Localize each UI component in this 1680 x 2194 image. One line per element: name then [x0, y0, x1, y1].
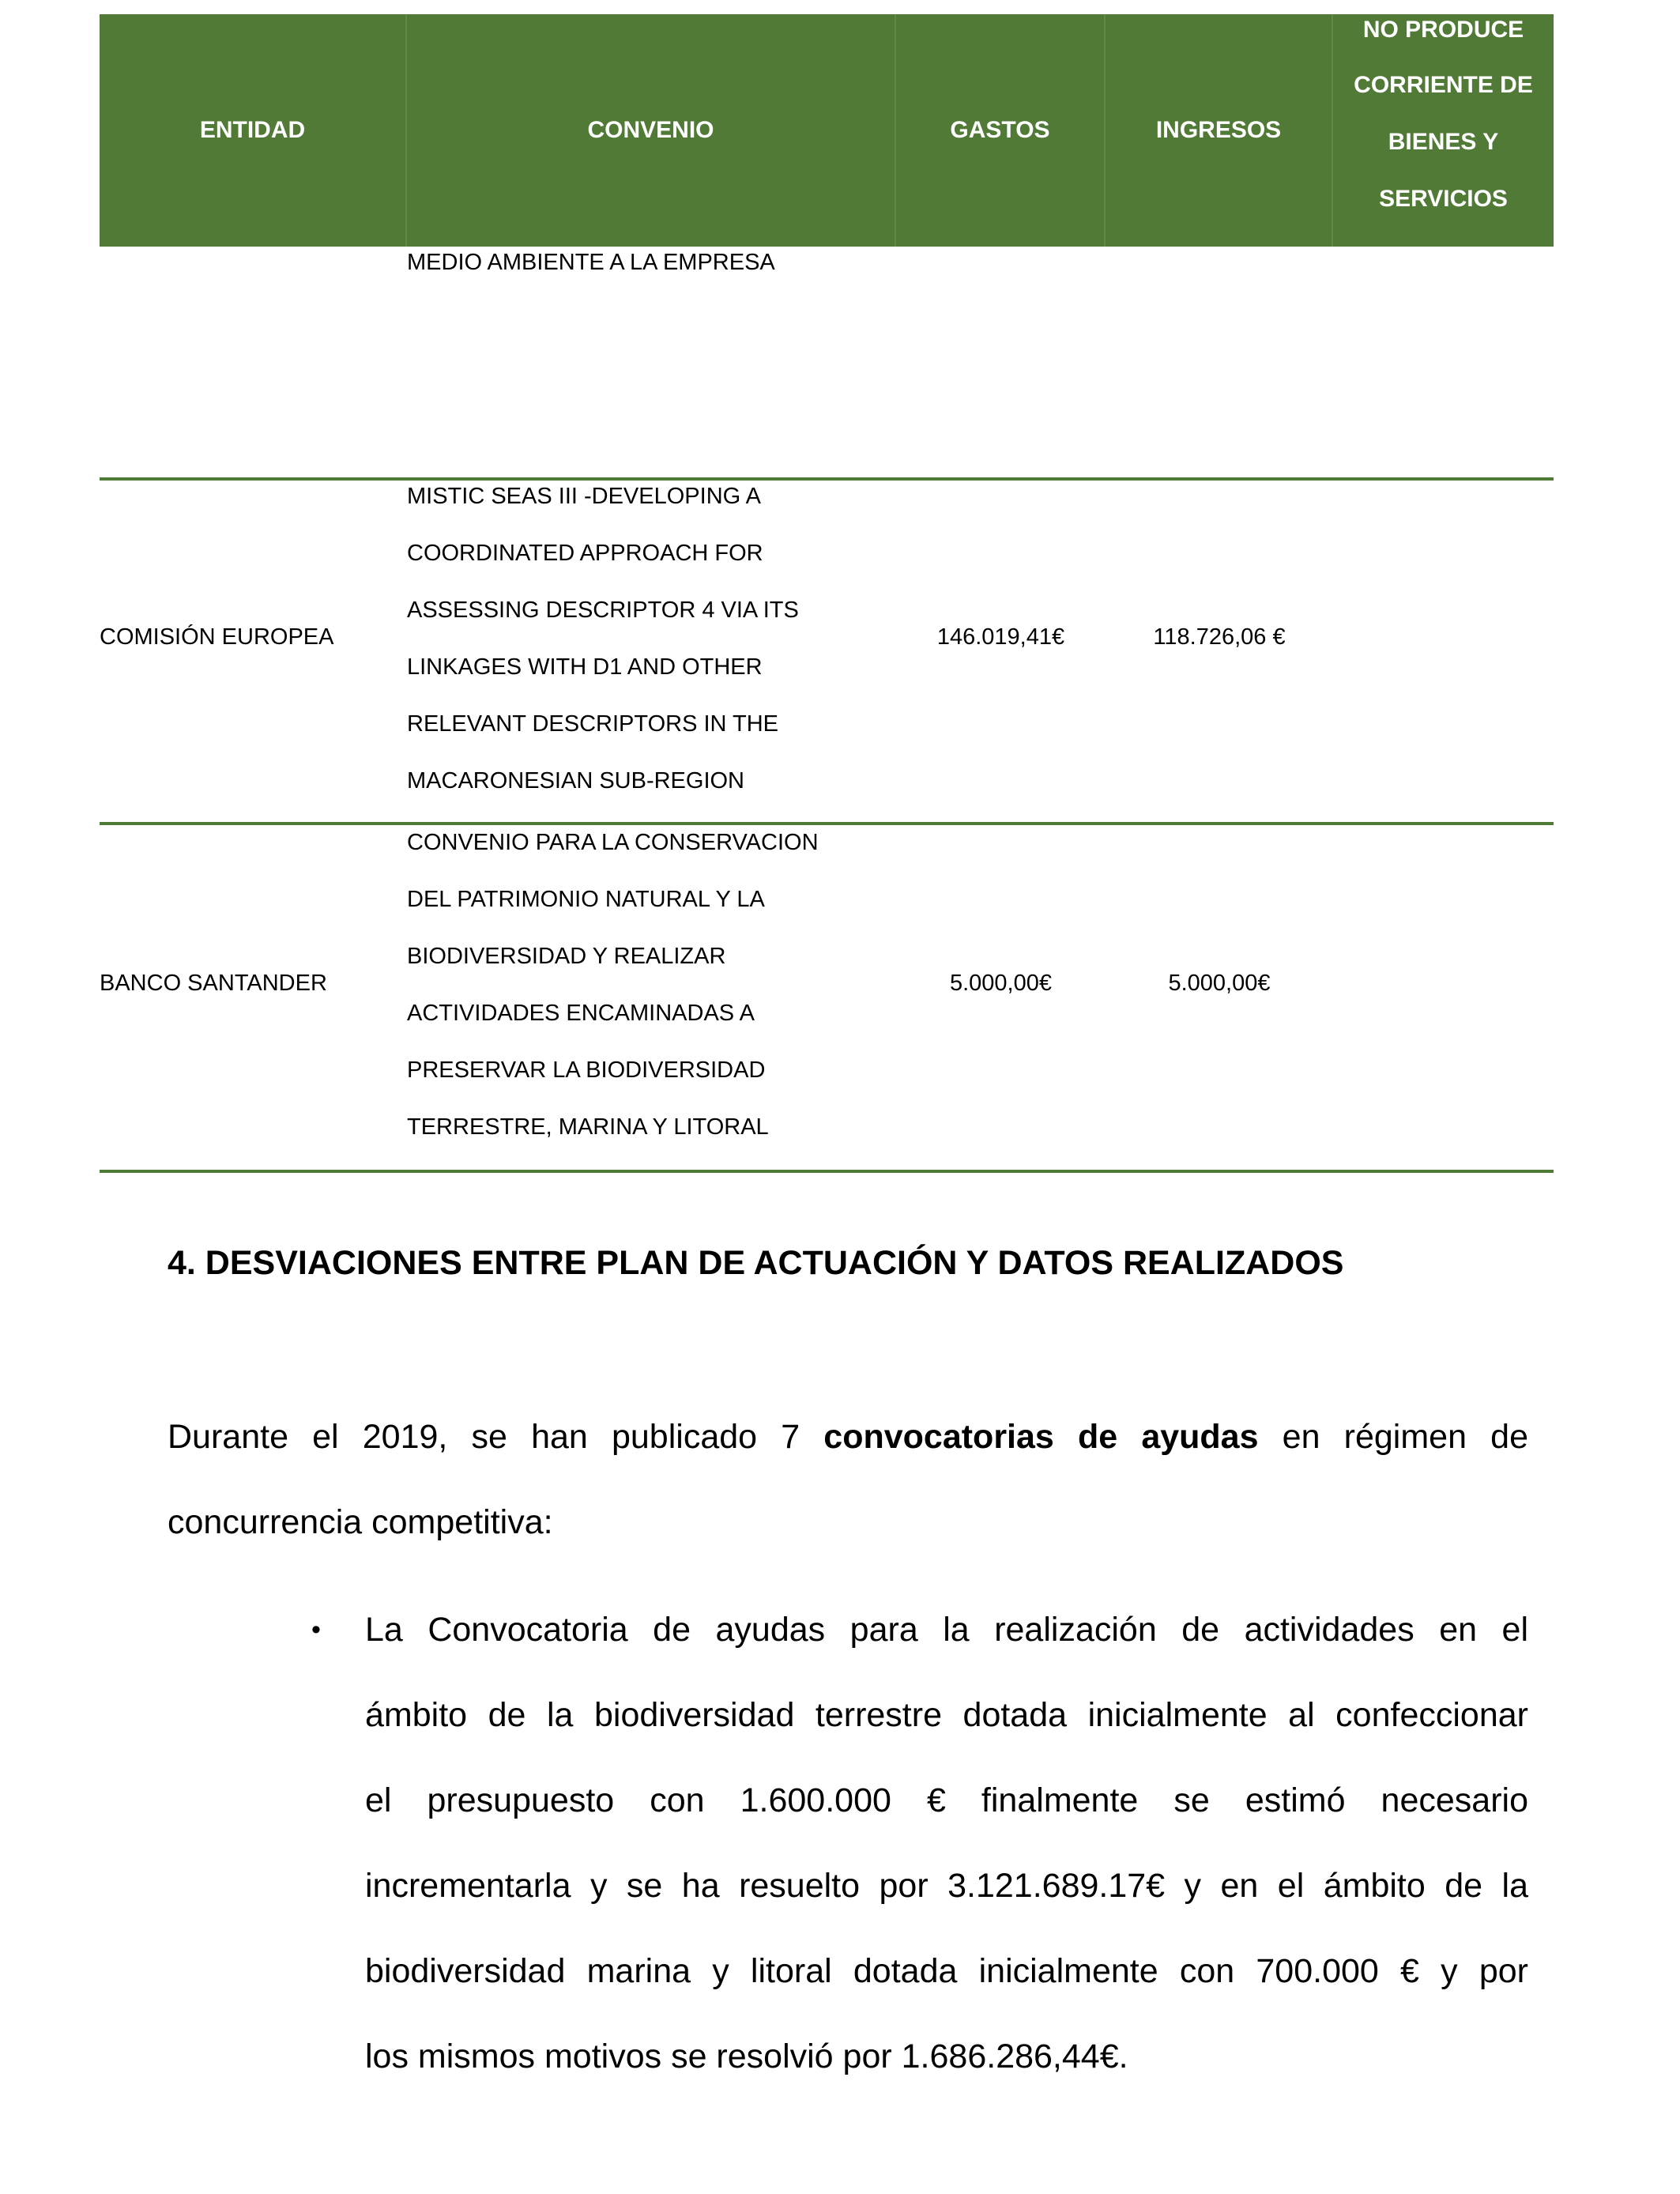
convenio-line: PRESERVAR LA BIODIVERSIDAD — [407, 1057, 766, 1083]
header-entidad: ENTIDAD — [100, 14, 407, 247]
header-gastos: GASTOS — [896, 14, 1106, 247]
header-no-produce-line: SERVICIOS — [1379, 186, 1508, 212]
row-divider — [100, 477, 1554, 481]
bullet-line: los mismos motivos se resolvió por 1.686.286,44€. — [365, 2038, 1128, 2075]
convenio-line: ACTIVIDADES ENCAMINADAS A — [407, 1001, 755, 1026]
table-row — [407, 827, 819, 1168]
intro-bold: convocatorias de ayudas — [823, 1418, 1259, 1456]
intro-line: concurrencia competitiva: — [168, 1503, 553, 1541]
bullet-paragraph — [365, 1587, 1528, 2099]
intro-text: Durante el 2019, se han publicado 7 — [168, 1418, 824, 1456]
intro-paragraph — [168, 1394, 1528, 1565]
intro-text: en régimen de — [1258, 1418, 1528, 1456]
bullet-line: incrementarla y se ha resuelto por 3.121.689.17€ y en el ámbito de la — [365, 1867, 1528, 1905]
bullet-marker: • — [311, 1615, 321, 1645]
convenio-line: LINKAGES WITH D1 AND OTHER — [407, 654, 763, 680]
convenio-line: MEDIO AMBIENTE A LA EMPRESA — [407, 250, 775, 275]
gastos-cell: 146.019,41€ — [936, 624, 1065, 650]
convenios-table — [100, 14, 1554, 1178]
header-convenio: CONVENIO — [407, 14, 896, 247]
intro-line — [168, 1394, 1528, 1480]
header-ingresos: INGRESOS — [1106, 14, 1333, 247]
bullet-line: biodiversidad marina y litoral dotada inicialmente con 700.000 € y por — [365, 1952, 1528, 1990]
section-heading: 4. DESVIACIONES ENTRE PLAN DE ACTUACIÓN Y DATOS REALIZADOS — [168, 1244, 1344, 1282]
bullet-line: La Convocatoria de ayudas para la realización de actividades en el — [365, 1611, 1528, 1649]
convenio-line: COORDINATED APPROACH FOR — [407, 541, 763, 566]
table-row — [407, 481, 799, 822]
table-row — [407, 247, 775, 303]
ingresos-cell: 5.000,00€ — [1168, 971, 1271, 996]
convenio-line: ASSESSING DESCRIPTOR 4 VIA ITS — [407, 598, 799, 623]
convenio-line: DEL PATRIMONIO NATURAL Y LA — [407, 887, 765, 912]
convenio-line: BIODIVERSIDAD Y REALIZAR — [407, 944, 726, 969]
convenio-line: CONVENIO PARA LA CONSERVACION — [407, 830, 819, 855]
entidad-cell: BANCO SANTANDER — [100, 971, 327, 996]
header-no-produce — [1333, 14, 1554, 247]
table-header — [100, 14, 1554, 247]
bullet-line: el presupuesto con 1.600.000 € finalmente se estimó necesario — [365, 1781, 1528, 1819]
row-divider — [100, 822, 1554, 825]
convenio-line: RELEVANT DESCRIPTORS IN THE — [407, 711, 779, 737]
convenio-line: MISTIC SEAS III -DEVELOPING A — [407, 484, 761, 509]
bullet-line: ámbito de la biodiversidad terrestre dotada inicialmente al confeccionar — [365, 1696, 1528, 1734]
header-no-produce-line: NO PRODUCE — [1362, 17, 1524, 43]
row-divider — [100, 1170, 1554, 1173]
entidad-cell: COMISIÓN EUROPEA — [100, 624, 334, 650]
header-no-produce-line: CORRIENTE DE — [1354, 72, 1533, 98]
ingresos-cell: 118.726,06 € — [1153, 624, 1286, 650]
convenio-line: MACARONESIAN SUB-REGION — [407, 768, 744, 794]
header-no-produce-line: BIENES Y — [1388, 129, 1499, 155]
gastos-cell: 5.000,00€ — [949, 971, 1052, 996]
convenio-line: TERRESTRE, MARINA Y LITORAL — [407, 1114, 769, 1140]
